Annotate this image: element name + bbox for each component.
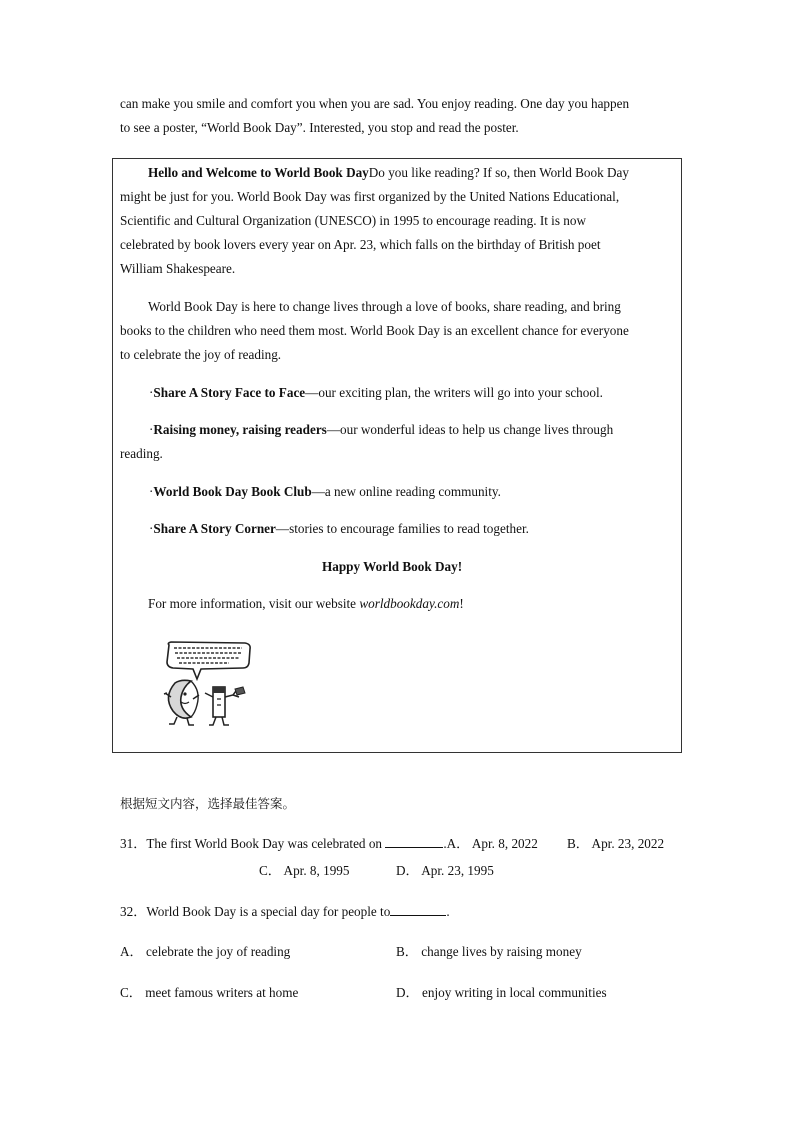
question-31-option-d[interactable]: D． Apr. 23, 1995 <box>396 863 494 878</box>
instruction-text: 根据短文内容，选择最佳答案。 <box>120 796 296 811</box>
poster-item-2-title: Raising money, raising readers <box>153 422 327 437</box>
poster-box <box>112 158 682 753</box>
poster-item-4-title: Share A Story Corner <box>153 521 276 536</box>
question-32-option-b[interactable]: B． change lives by raising money <box>396 944 582 959</box>
question-31-option-a[interactable]: A． Apr. 8, 2022 <box>446 836 538 851</box>
poster-item-1-title: Share A Story Face to Face <box>153 385 306 400</box>
intro-line-2: to see a poster, “World Book Day”. Interested, you stop and read the poster. <box>120 120 519 135</box>
poster-p2-l1: World Book Day is here to change lives through a love of books, share reading, and bring <box>148 299 621 314</box>
poster-heading: Hello and Welcome to World Book Day <box>148 165 369 180</box>
poster-p1-l4: celebrated by book lovers every year on Apr. 23, which falls on the birthday of British poet <box>120 237 601 252</box>
poster-item-3-title: World Book Day Book Club <box>153 484 312 499</box>
bullet-mark: · <box>149 521 154 536</box>
question-32-stem: 32．World Book Day is a special day for people to <box>120 904 391 919</box>
question-31-stem: 31．The first World Book Day was celebrated on <box>120 836 386 851</box>
poster-item-1 <box>149 385 603 401</box>
poster-closing <box>322 559 462 575</box>
poster-p2-l3: to celebrate the joy of reading. <box>120 347 282 362</box>
poster-info-suffix: ! <box>459 596 464 611</box>
question-31-line <box>120 833 538 852</box>
question-32-option-c[interactable]: C． meet famous writers at home <box>120 985 299 1000</box>
poster-item-2 <box>149 422 613 438</box>
bullet-mark: · <box>149 385 154 400</box>
poster-p2-l2: books to the children who need them most. World Book Day is an excellent chance for everyone <box>120 323 629 338</box>
poster-closing-text: Happy World Book Day! <box>322 559 463 574</box>
question-31-blank[interactable] <box>385 837 443 848</box>
poster-item-1-text: —our exciting plan, the writers will go into your school. <box>305 385 603 400</box>
poster-item-4-text: —stories to encourage families to read together. <box>275 521 529 536</box>
poster-p1-l3: Scientific and Cultural Organization (UNESCO) in 1995 to encourage reading. It is now <box>120 213 586 228</box>
question-31-option-b[interactable]: B． Apr. 23, 2022 <box>567 836 665 851</box>
poster-info-prefix: For more information, visit our website <box>148 596 360 611</box>
poster-item-3-text: —a new online reading community. <box>311 484 501 499</box>
question-31-option-c[interactable]: C． Apr. 8, 1995 <box>259 863 350 878</box>
question-32-line <box>120 901 450 920</box>
poster-info-line <box>148 596 464 612</box>
poster-website-link[interactable]: worldbookday.com <box>359 596 460 611</box>
intro-line-1: can make you smile and comfort you when you are sad. You enjoy reading. One day you happen <box>120 96 630 111</box>
question-32-stem-end: . <box>446 904 450 919</box>
question-32-option-a[interactable]: A． celebrate the joy of reading <box>120 944 291 959</box>
question-31-stem-end: . <box>443 836 447 851</box>
poster-p1-l1-rest: Do you like reading? If so, then World Book Day <box>368 165 629 180</box>
question-32-blank[interactable] <box>390 905 446 916</box>
poster-item-2-text: —our wonderful ideas to help us change lives through <box>326 422 614 437</box>
poster-item-3 <box>149 484 501 500</box>
book-characters-illustration-icon <box>161 639 257 729</box>
bullet-mark: · <box>149 422 154 437</box>
question-32-option-d[interactable]: D． enjoy writing in local communities <box>396 985 607 1000</box>
bullet-mark: · <box>149 484 154 499</box>
poster-item-2-text-cont: reading. <box>120 446 163 461</box>
poster-p1-l5: William Shakespeare. <box>120 261 236 276</box>
poster-p1-l2: might be just for you. World Book Day was first organized by the United Nations Educational, <box>120 189 620 204</box>
poster-item-4 <box>149 521 529 537</box>
poster-paragraph-1-line-1 <box>148 165 629 181</box>
